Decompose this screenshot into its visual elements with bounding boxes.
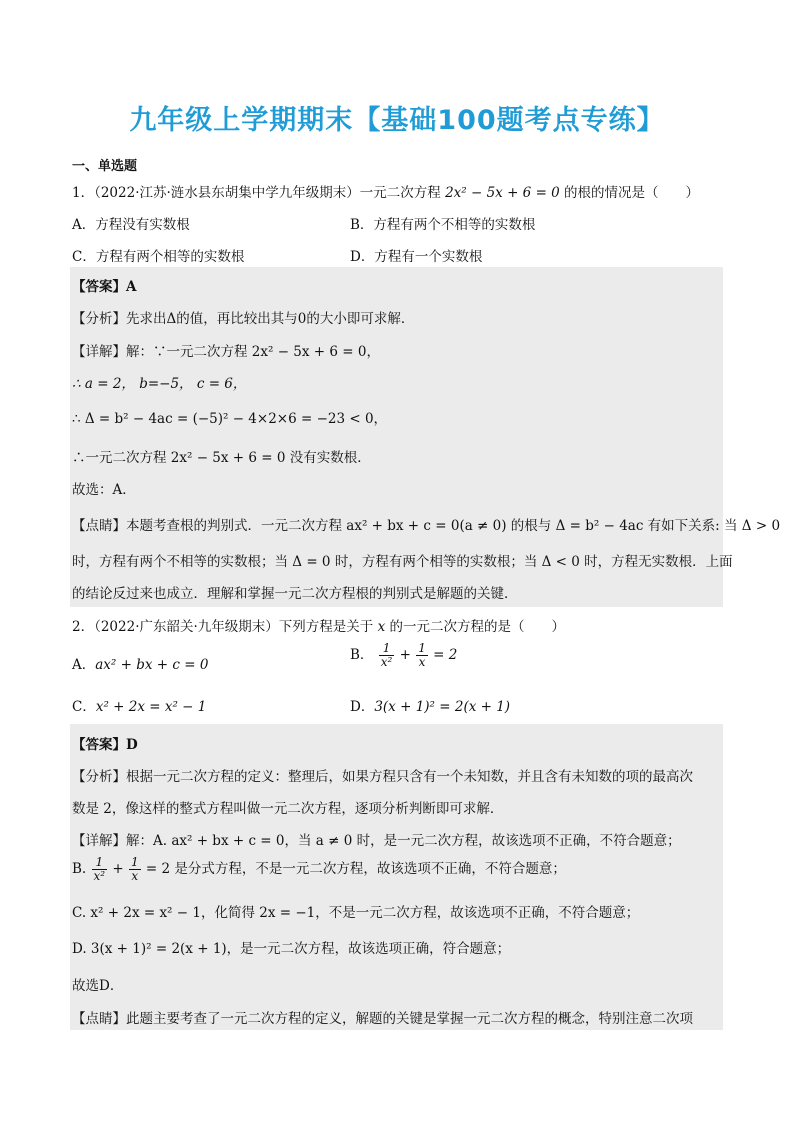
q2-option-d	[350, 695, 510, 715]
q2-detail-2-fraction-1: $\frac{1}{\text{x²}}$	[93, 855, 106, 883]
q1-comment-2: 时，方程有两个不相等的实数根；当 Δ = 0 时，方程有两个相等的实数根；当 Δ < 0 时，方程无实数根．上面	[72, 554, 733, 570]
q1-detail-2: ∴ a = 2， b=−5， c = 6，	[72, 376, 247, 392]
q2-comment-1: 【点睛】此题主要考查了一元二次方程的定义，解题的关键是掌握一元二次方程的概念，特别注意二次项	[72, 1011, 693, 1027]
q1-stem-text: 1．（2022·江苏·涟水县东胡集中学九年级期末）一元二次方程	[72, 185, 446, 201]
q2-detail-1: 【详解】解：A. ax² + bx + c = 0，当 a ≠ 0 时，是一元二次方程，故该选项不正确，不符合题意；	[72, 833, 681, 849]
q1-comment-3: 的结论反过来也成立．理解和掌握一元二次方程根的判别式是解题的关键．	[72, 586, 518, 602]
q2-stem-text: 2．（2022·广东韶关·九年级期末）下列方程是关于	[72, 619, 378, 635]
q2-option-c-label: C．	[72, 699, 96, 715]
q2-stem	[72, 615, 565, 635]
q2-option-b-fraction-1: $\frac{1}{\text{x²}}$	[380, 641, 393, 669]
q2-stem-variable: x	[377, 619, 386, 635]
q1-detail-3: ∴ Δ = b² − 4ac = (−5)² − 4×2×6 = −23 < 0，	[72, 411, 388, 427]
q2-option-a	[72, 653, 208, 673]
q2-option-a-equation: ax² + bx + c = 0	[95, 657, 209, 673]
q2-detail-2-fraction-2: $\frac{1}{x}$	[131, 855, 139, 883]
q1-choice: 故选：A．	[72, 482, 136, 498]
plus-sign: +	[395, 647, 416, 663]
q1-detail-1: 【详解】解：∵一元二次方程 2x² − 5x + 6 = 0，	[72, 344, 380, 360]
page-title: 九年级上学期期末【基础100题考点专练】	[129, 105, 665, 136]
q1-comment-1: 【点睛】本题考查根的判别式．一元二次方程 ax² + bx + c = 0(a ≠ 0) 的根与 Δ = b² − 4ac 有如下关系: 当 Δ > 0	[72, 518, 781, 534]
q1-answer: 【答案】A	[72, 279, 137, 295]
q2-option-d-label: D．	[350, 699, 375, 715]
q2-option-c	[72, 695, 206, 715]
q2-choice: 故选D．	[72, 978, 124, 994]
q2-option-b-label: B．	[350, 647, 374, 663]
q1-option-d: D．方程有一个实数根	[350, 249, 483, 265]
q1-option-c: C．方程有两个相等的实数根	[72, 249, 245, 265]
q1-detail-4: ∴一元二次方程 2x² − 5x + 6 = 0 没有实数根．	[72, 450, 371, 466]
q2-option-d-equation: 3(x + 1)² = 2(x + 1)	[374, 699, 511, 715]
q2-stem-tail: 的一元二次方程的是（ ）	[385, 619, 565, 635]
q2-detail-2-label: B.	[72, 861, 91, 877]
q1-option-a: A．方程没有实数根	[72, 217, 190, 233]
q2-detail-4: D. 3(x + 1)² = 2(x + 1)，是一元二次方程，故该选项正确，符合题意；	[72, 941, 511, 957]
q2-option-b-fraction-2: $\frac{1}{x}$	[418, 641, 426, 669]
q2-analysis-2: 数是 2，像这样的整式方程叫做一元二次方程，逐项分析判断即可求解．	[72, 801, 504, 817]
q2-option-a-label: A．	[72, 657, 96, 673]
q2-detail-2-tail: = 2 是分式方程，不是一元二次方程，故该选项不正确，不符合题意；	[141, 861, 566, 877]
q2-answer: 【答案】D	[72, 737, 138, 753]
q2-analysis-1: 【分析】根据一元二次方程的定义：整理后，如果方程只含有一个未知数，并且含有未知数的项的最高次	[72, 769, 693, 785]
q2-option-b-tail: = 2	[428, 647, 458, 663]
plus-sign: +	[108, 861, 128, 877]
q1-analysis: 【分析】先求出Δ的值，再比较出其与0的大小即可求解．	[72, 311, 415, 327]
q2-option-c-equation: x² + 2x = x² − 1	[95, 699, 207, 715]
q1-stem-equation: 2x² − 5x + 6 = 0	[445, 185, 560, 201]
q1-stem-tail: 的根的情况是（ ）	[559, 185, 700, 201]
q2-detail-3: C. x² + 2x = x² − 1，化简得 2x = −1，不是一元二次方程，故该选项不正确，不符合题意；	[72, 905, 640, 921]
q2-option-b	[350, 642, 457, 669]
q1-option-b: B．方程有两个不相等的实数根	[350, 217, 536, 233]
q1-stem	[72, 181, 699, 201]
section-heading: 一、单选题	[72, 159, 138, 174]
q2-detail-2	[72, 856, 566, 883]
